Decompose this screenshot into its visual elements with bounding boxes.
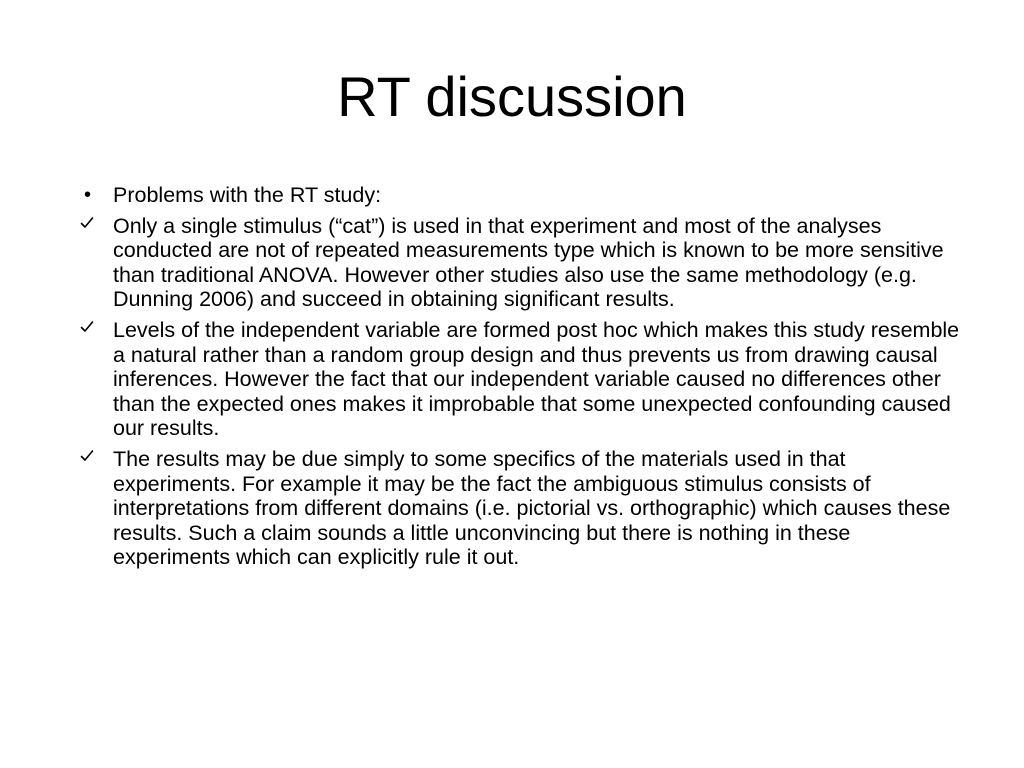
slide-title: RT discussion [337, 65, 687, 128]
list-item [78, 447, 968, 570]
bullet-icon: • [84, 184, 92, 206]
list-item-text: Levels of the independent variable are formed post hoc which makes this study resemble a natural rather than a random group design and thus prevents us from drawing causal inferences. However the fact that our independent variable caused no differences other than the expected ones makes it improbable that some unexpected confounding caused our results. [113, 317, 960, 441]
list-item [78, 214, 968, 312]
list-item-text: The results may be due simply to some specifics of the materials used in that experiments. For example it may be the fact the ambiguous stimulus consists of interpretations from different domains (i.e. pictorial vs. orthographic) which causes these results. Such a claim sounds a little unconvincing but there is nothing in these experiments which can explicitly rule it out. [113, 446, 951, 570]
list-item [78, 183, 968, 208]
list-item-text: Problems with the RT study: [113, 183, 382, 207]
checkmark-icon [80, 449, 104, 463]
list-item-text: Only a single stimulus (“cat”) is used in that experiment and most of the analyses conducted are not of repeated measurements type which is known to be more sensitive than traditional ANOVA. However other studies also use the same methodology (e.g. Dunning 2006) and succeed in obtaining significant results. [113, 213, 944, 312]
bullet-list [78, 183, 968, 576]
checkmark-icon [80, 216, 104, 230]
checkmark-icon [80, 320, 104, 334]
list-item [78, 318, 968, 441]
